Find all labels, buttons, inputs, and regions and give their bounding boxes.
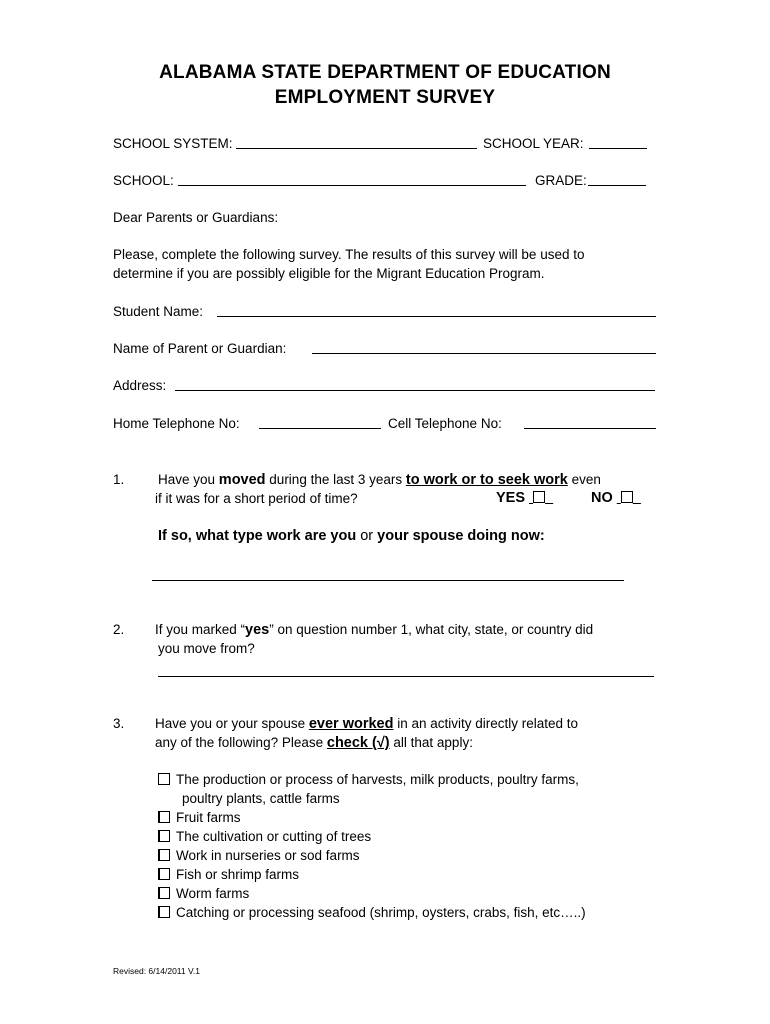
grade-field[interactable] — [588, 185, 646, 186]
checkbox-icon[interactable] — [158, 811, 170, 823]
q1-followup-field[interactable] — [152, 580, 624, 581]
q2-text-line-2: you move from? — [158, 641, 255, 656]
q3-option-fish-shrimp[interactable]: Fish or shrimp farms — [158, 867, 299, 882]
q3-option-fruit-farms[interactable]: Fruit farms — [158, 810, 241, 825]
school-year-label: SCHOOL YEAR: — [483, 136, 584, 151]
q3-option-production-cont: poultry plants, cattle farms — [182, 791, 340, 806]
checkbox-icon[interactable] — [158, 887, 170, 899]
q3-text-line-1: Have you or your spouse ever worked in an activity directly related to — [155, 716, 579, 732]
q1-yes-checkbox[interactable] — [533, 491, 545, 503]
school-year-field[interactable] — [589, 148, 647, 149]
school-system-label: SCHOOL SYSTEM: — [113, 136, 233, 151]
school-label: SCHOOL: — [113, 173, 174, 188]
q1-no-checkbox[interactable] — [621, 491, 633, 503]
q1-text-line-2: if it was for a short period of time? — [155, 491, 358, 506]
q3-number: 3. — [113, 716, 125, 731]
student-name-label: Student Name: — [113, 304, 204, 319]
school-system-field[interactable] — [236, 148, 477, 149]
q2-number: 2. — [113, 622, 125, 637]
greeting: Dear Parents or Guardians: — [113, 210, 279, 225]
q1-text-line-1: Have you moved during the last 3 years to work or to seek work even — [158, 472, 601, 488]
q1-followup: If so, what type work are you or your spouse doing now: — [158, 528, 545, 544]
checkbox-icon[interactable] — [158, 868, 170, 880]
q3-option-production[interactable]: The production or process of harvests, milk products, poultry farms, — [158, 772, 579, 787]
q3-option-seafood[interactable]: Catching or processing seafood (shrimp, oysters, crabs, fish, etc…..) — [158, 905, 586, 920]
intro-line-1: Please, complete the following survey. The results of this survey will be used to — [113, 247, 585, 262]
q2-answer-field[interactable] — [158, 676, 654, 677]
address-field[interactable] — [175, 390, 655, 391]
checkbox-icon[interactable] — [158, 849, 170, 861]
home-phone-field[interactable] — [259, 428, 381, 429]
q1-number: 1. — [113, 472, 125, 487]
school-field[interactable] — [178, 185, 526, 186]
form-title: ALABAMA STATE DEPARTMENT OF EDUCATION — [159, 62, 611, 83]
parent-name-field[interactable] — [312, 353, 656, 354]
student-name-field[interactable] — [217, 316, 656, 317]
revision-footer: Revised: 6/14/2011 V.1 — [113, 966, 200, 976]
checkbox-icon[interactable] — [158, 830, 170, 842]
checkbox-icon[interactable] — [158, 906, 170, 918]
q3-option-worm-farms[interactable]: Worm farms — [158, 886, 249, 901]
q3-option-nurseries[interactable]: Work in nurseries or sod farms — [158, 848, 360, 863]
q3-text-line-2: any of the following? Please check (√) all that apply: — [155, 735, 473, 751]
address-label: Address: — [113, 378, 167, 393]
q3-option-trees[interactable]: The cultivation or cutting of trees — [158, 829, 371, 844]
grade-label: GRADE: — [535, 173, 587, 188]
checkbox-icon[interactable] — [158, 773, 170, 785]
q2-text-line-1: If you marked “yes” on question number 1, what city, state, or country did — [155, 622, 594, 638]
intro-line-2: determine if you are possibly eligible for the Migrant Education Program. — [113, 266, 545, 281]
q1-no-option[interactable]: NO — [591, 490, 641, 506]
q1-yes-option[interactable]: YES — [496, 490, 553, 506]
parent-name-label: Name of Parent or Guardian: — [113, 341, 287, 356]
cell-phone-label: Cell Telephone No: — [388, 416, 502, 431]
form-subtitle: EMPLOYMENT SURVEY — [274, 87, 496, 108]
home-phone-label: Home Telephone No: — [113, 416, 240, 431]
cell-phone-field[interactable] — [524, 428, 656, 429]
